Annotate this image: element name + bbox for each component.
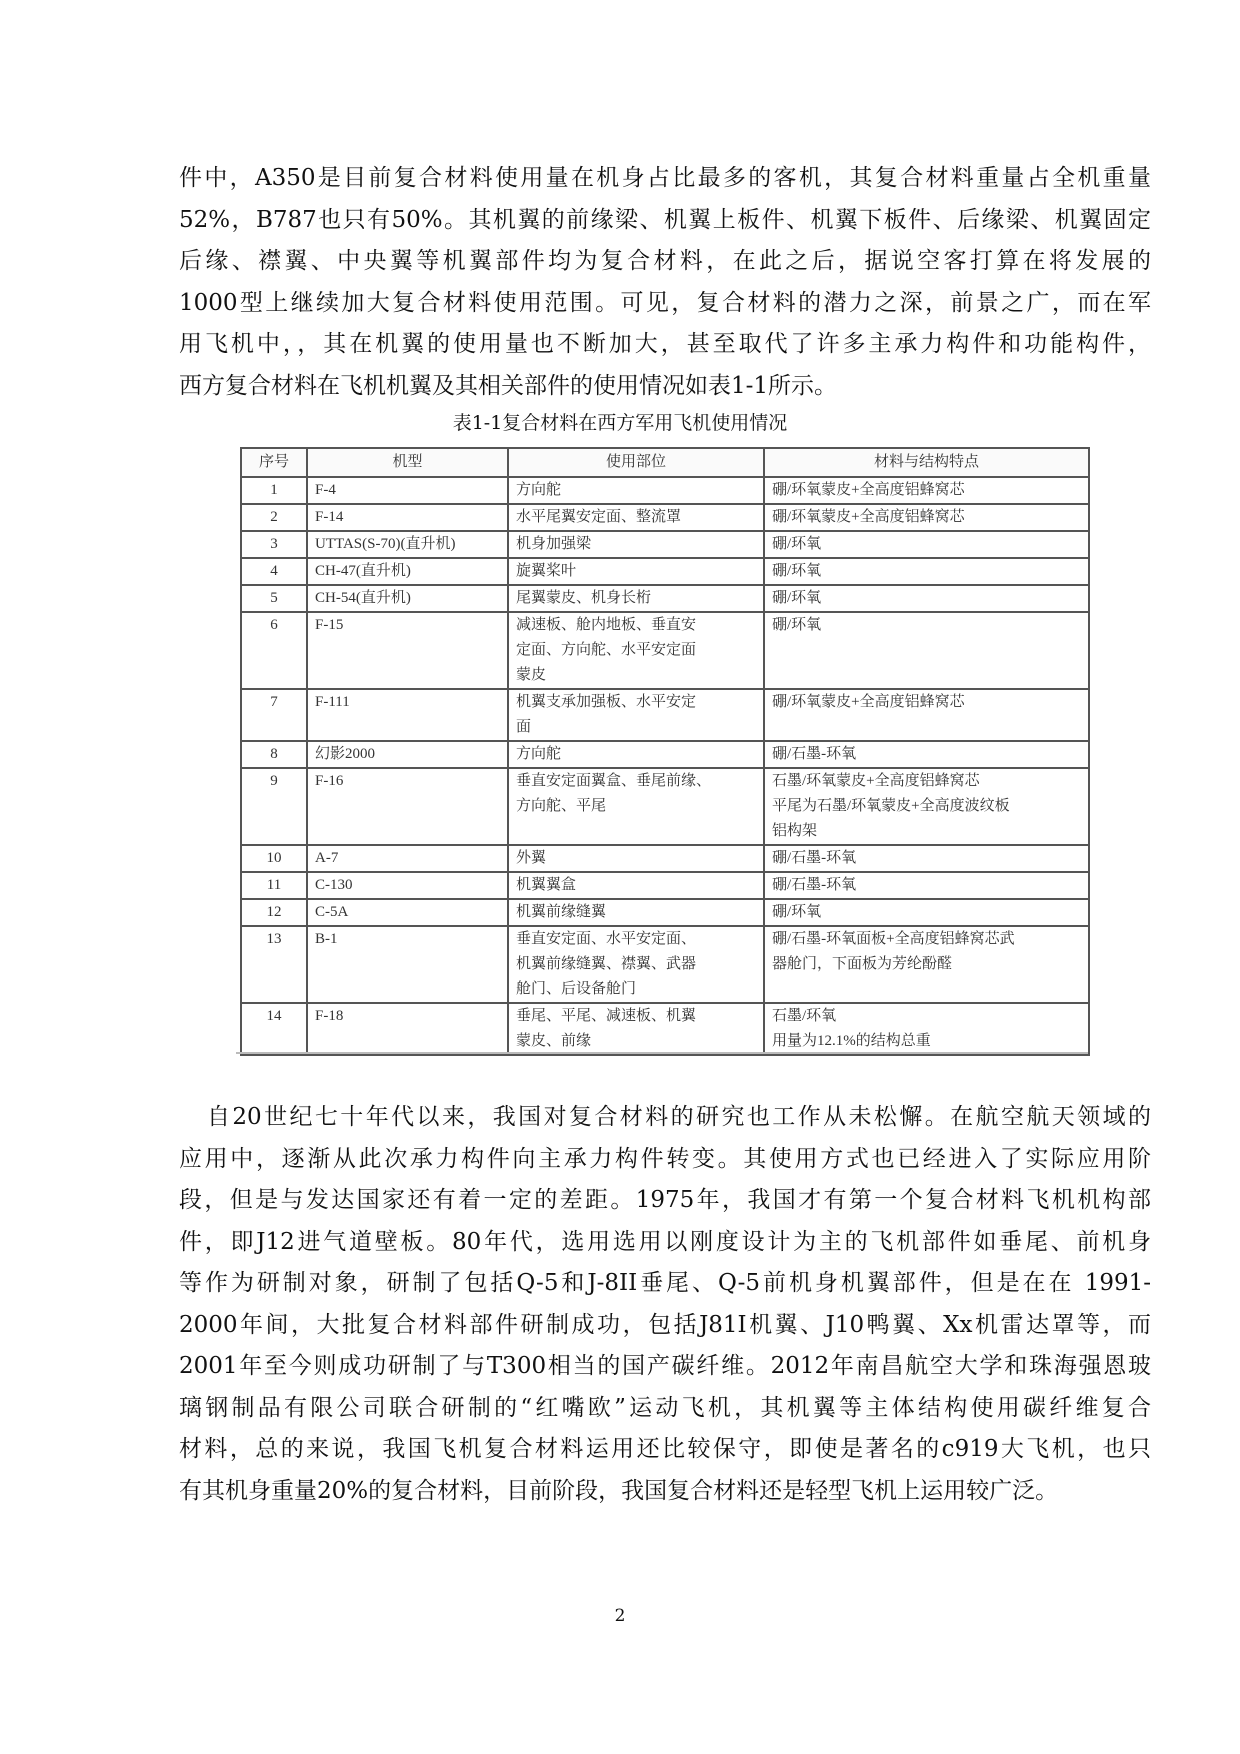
- cell-line: 机翼前缘缝翼、襟翼、武器: [516, 956, 697, 972]
- table-row: [241, 1003, 1089, 1055]
- cell-type: 幻影2000: [307, 741, 508, 768]
- cell-type: CH-47(直升机): [307, 558, 508, 585]
- cell-line: 外翼: [516, 850, 547, 866]
- cell-line: 方向舵: [516, 482, 562, 498]
- table-row: [241, 477, 1089, 504]
- table-row: [241, 504, 1089, 531]
- cell-material: [764, 1003, 1089, 1055]
- cell-no: 2: [241, 504, 307, 531]
- table-row: [241, 558, 1089, 585]
- cell-line: 用量为12.1%的结构总重: [772, 1033, 931, 1049]
- text-line: 有其机身重量20%的复合材料，目前阶段，我国复合材料还是轻型飞机上运用较广泛。: [179, 1477, 1059, 1504]
- table-caption: 表1-1复合材料在西方军用飞机使用情况: [452, 412, 788, 434]
- cell-line: 器舱门，下面板为芳纶酚醛: [772, 956, 953, 972]
- cell-no: 10: [241, 845, 307, 872]
- header-no: 序号: [241, 448, 307, 477]
- cell-material: [764, 899, 1089, 926]
- cell-line: 铝构架: [772, 823, 818, 839]
- text-line: 西方复合材料在飞机机翼及其相关部件的使用情况如表1-1所示。: [179, 372, 838, 399]
- composite-usage-table: [240, 447, 1090, 1056]
- header-material: 材料与结构特点: [764, 448, 1089, 477]
- cell-type: A-7: [307, 845, 508, 872]
- cell-line: 旋翼桨叶: [516, 563, 577, 579]
- cell-material: [764, 612, 1089, 689]
- cell-material: [764, 845, 1089, 872]
- cell-no: 6: [241, 612, 307, 689]
- cell-line: 硼/环氧: [772, 590, 822, 606]
- cell-parts: [508, 477, 764, 504]
- cell-parts: [508, 768, 764, 845]
- cell-line: 蒙皮: [516, 667, 547, 683]
- cell-line: 石墨/环氧蒙皮+全高度铝蜂窝芯: [772, 773, 980, 789]
- table-row: [241, 585, 1089, 612]
- cell-material: [764, 689, 1089, 741]
- cell-no: 14: [241, 1003, 307, 1055]
- table-row: [241, 926, 1089, 1003]
- text-line: 2000年间，大批复合材料部件研制成功，包括J81I机翼、J10鸭翼、Xx机雷达罩等，而: [179, 1311, 1151, 1338]
- table-row: [241, 872, 1089, 899]
- cell-line: 硼/环氧: [772, 536, 822, 552]
- table-row: [241, 899, 1089, 926]
- cell-line: 硼/石墨-环氧: [772, 850, 857, 866]
- cell-type: UTTAS(S-70)(直升机): [307, 531, 508, 558]
- cell-line: 减速板、舱内地板、垂直安: [516, 617, 697, 633]
- table-row: [241, 531, 1089, 558]
- cell-line: 石墨/环氧: [772, 1008, 837, 1024]
- cell-line: 垂直安定面翼盒、垂尾前缘、: [516, 773, 712, 789]
- cell-type: F-18: [307, 1003, 508, 1055]
- cell-parts: [508, 845, 764, 872]
- cell-no: 9: [241, 768, 307, 845]
- text-line: 后缘、襟翼、中央翼等机翼部件均为复合材料，在此之后，据说空客打算在将发展的: [179, 248, 1151, 274]
- table-container: [240, 447, 1090, 1056]
- text-line: 用飞机中，，其在机翼的使用量也不断加大，甚至取代了许多主承力构件和功能构件，: [179, 331, 1151, 357]
- cell-type: F-15: [307, 612, 508, 689]
- cell-line: 方向舵、平尾: [516, 798, 607, 814]
- cell-parts: [508, 926, 764, 1003]
- cell-material: [764, 585, 1089, 612]
- cell-parts: [508, 558, 764, 585]
- cell-material: [764, 504, 1089, 531]
- cell-material: [764, 768, 1089, 845]
- cell-parts: [508, 741, 764, 768]
- cell-parts: [508, 504, 764, 531]
- cell-no: 7: [241, 689, 307, 741]
- table-row: [241, 845, 1089, 872]
- cell-type: F-111: [307, 689, 508, 741]
- text-line: 件中，A350是目前复合材料使用量在机身占比最多的客机，其复合材料重量占全机重量: [179, 165, 1151, 191]
- cell-material: [764, 926, 1089, 1003]
- cell-type: C-130: [307, 872, 508, 899]
- cell-no: 5: [241, 585, 307, 612]
- cell-no: 1: [241, 477, 307, 504]
- cell-line: 硼/石墨-环氧: [772, 877, 857, 893]
- cell-no: 4: [241, 558, 307, 585]
- cell-line: 硼/环氧: [772, 563, 822, 579]
- cell-line: 垂尾、平尾、减速板、机翼: [516, 1008, 697, 1024]
- cell-material: [764, 872, 1089, 899]
- header-type: 机型: [307, 448, 508, 477]
- cell-line: 机翼翼盒: [516, 877, 577, 893]
- header-parts: 使用部位: [508, 448, 764, 477]
- text-line: 材料，总的来说，我国飞机复合材料运用还比较保守，即使是著名的c919大飞机，也只: [179, 1436, 1151, 1462]
- cell-line: 方向舵: [516, 746, 562, 762]
- text-line: 等作为研制对象，研制了包括Q-5和J-8II垂尾、Q-5前机身机翼部件，但是在在 1991-: [179, 1270, 1151, 1296]
- text-line: 件，即J12进气道壁板。80年代，选用选用以刚度设计为主的飞机部件如垂尾、前机身: [179, 1228, 1151, 1255]
- cell-line: 机身加强梁: [516, 536, 592, 552]
- cell-line: 机翼支承加强板、水平安定: [516, 694, 697, 710]
- table-bottom-rule: [236, 1052, 1088, 1054]
- table-row: [241, 689, 1089, 741]
- cell-type: F-4: [307, 477, 508, 504]
- cell-line: 面: [516, 719, 532, 735]
- cell-no: 12: [241, 899, 307, 926]
- cell-material: [764, 477, 1089, 504]
- cell-line: 机翼前缘缝翼: [516, 904, 607, 920]
- cell-line: 硼/环氧蒙皮+全高度铝蜂窝芯: [772, 482, 965, 498]
- cell-material: [764, 531, 1089, 558]
- page-number: 2: [614, 1606, 626, 1626]
- cell-parts: [508, 531, 764, 558]
- text-line: 1000型上继续加大复合材料使用范围。可见，复合材料的潜力之深，前景之广，而在军: [179, 289, 1151, 316]
- text-line: 段，但是与发达国家还有着一定的差距。1975年，我国才有第一个复合材料飞机机构部: [179, 1187, 1151, 1213]
- table-row: [241, 612, 1089, 689]
- cell-line: 垂直安定面、水平安定面、: [516, 931, 697, 947]
- cell-type: F-16: [307, 768, 508, 845]
- cell-line: 水平尾翼安定面、整流罩: [516, 509, 682, 525]
- text-line: 璃钢制品有限公司联合研制的“红嘴欧”运动飞机，其机翼等主体结构使用碳纤维复合: [179, 1394, 1151, 1421]
- cell-parts: [508, 612, 764, 689]
- table-row: [241, 741, 1089, 768]
- cell-line: 蒙皮、前缘: [516, 1033, 592, 1049]
- cell-line: 硼/环氧蒙皮+全高度铝蜂窝芯: [772, 509, 965, 525]
- text-line: 2001年至今则成功研制了与T300相当的国产碳纤维。2012年南昌航空大学和珠海强恩玻: [179, 1353, 1151, 1379]
- cell-no: 11: [241, 872, 307, 899]
- cell-parts: [508, 1003, 764, 1055]
- text-line: 自20世纪七十年代以来，我国对复合材料的研究也工作从未松懈。在航空航天领域的: [207, 1104, 1151, 1130]
- paragraph-2: [179, 1097, 1151, 1512]
- table-header-row: [241, 448, 1089, 477]
- cell-no: 13: [241, 926, 307, 1003]
- text-line: 应用中，逐渐从此次承力构件向主承力构件转变。其使用方式也已经进入了实际应用阶: [179, 1145, 1151, 1172]
- cell-parts: [508, 899, 764, 926]
- cell-type: CH-54(直升机): [307, 585, 508, 612]
- cell-line: 硼/石墨-环氧: [772, 746, 857, 762]
- cell-line: 舱门、后设备舱门: [516, 981, 637, 997]
- cell-parts: [508, 585, 764, 612]
- cell-parts: [508, 689, 764, 741]
- cell-no: 3: [241, 531, 307, 558]
- cell-no: 8: [241, 741, 307, 768]
- text-line: 52%，B787也只有50%。其机翼的前缘梁、机翼上板件、机翼下板件、后缘梁、机翼固定: [179, 206, 1151, 233]
- cell-material: [764, 741, 1089, 768]
- cell-line: 硼/环氧蒙皮+全高度铝蜂窝芯: [772, 694, 965, 710]
- cell-parts: [508, 872, 764, 899]
- table-row: [241, 768, 1089, 845]
- cell-line: 硼/环氧: [772, 617, 822, 633]
- cell-line: 平尾为石墨/环氧蒙皮+全高度波纹板: [772, 798, 1010, 814]
- cell-line: 定面、方向舵、水平安定面: [516, 642, 697, 658]
- cell-material: [764, 558, 1089, 585]
- cell-line: 尾翼蒙皮、机身长桁: [516, 590, 652, 606]
- cell-line: 硼/环氧: [772, 904, 822, 920]
- cell-type: C-5A: [307, 899, 508, 926]
- cell-type: F-14: [307, 504, 508, 531]
- paragraph-1: [179, 158, 1151, 407]
- cell-line: 硼/石墨-环氧面板+全高度铝蜂窝芯武: [772, 931, 1015, 947]
- cell-type: B-1: [307, 926, 508, 1003]
